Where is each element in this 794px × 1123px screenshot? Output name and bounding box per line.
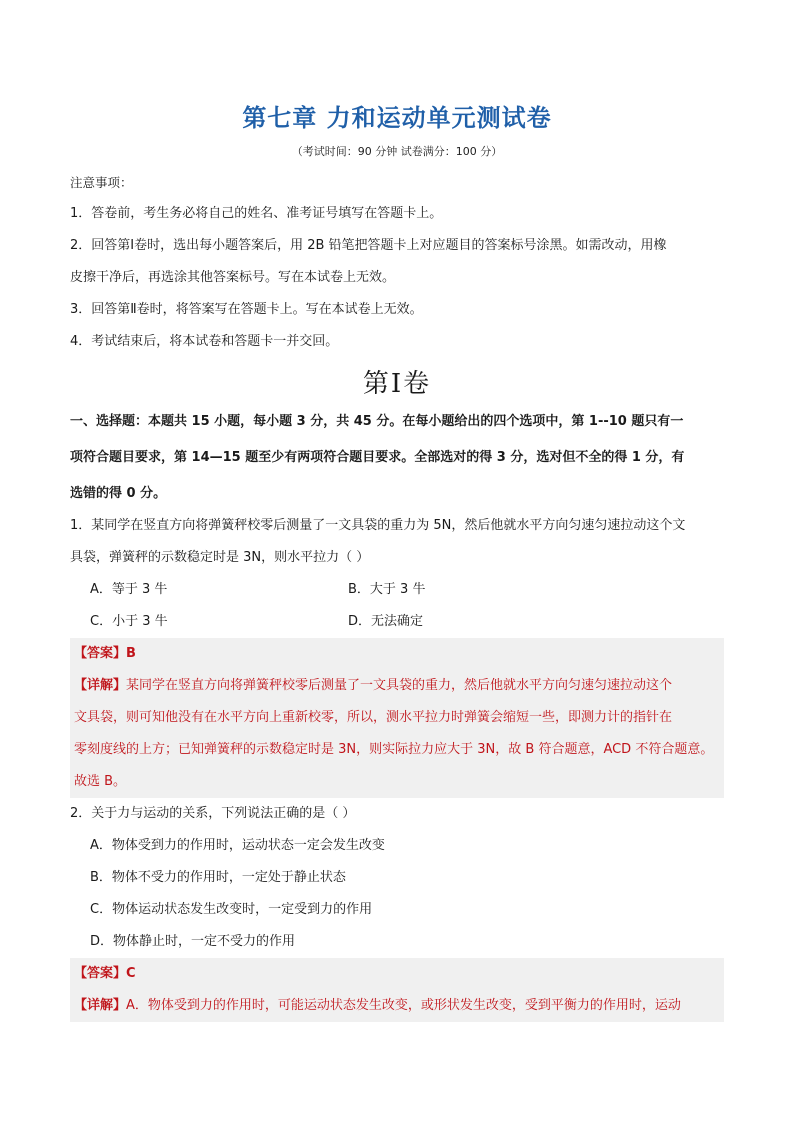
question-2-stem: 2．关于力与运动的关系，下列说法正确的是（ ） [70, 806, 356, 821]
answer-value: C [126, 966, 136, 981]
question-2-option-c: C．物体运动状态发生改变时，一定受到力的作用 [90, 902, 373, 917]
question-2-option-b: B．物体不受力的作用时，一定处于静止状态 [90, 870, 346, 885]
section-heading-line-3: 选错的得 0 分。 [70, 486, 167, 501]
question-1-detail-line-2: 文具袋，则可知他没有在水平方向上重新校零，所以，测水平拉力时弹簧会缩短一些，即测力计的指针在 [74, 710, 673, 725]
question-1-options [70, 574, 724, 638]
question-2-detail-line-1 [74, 990, 720, 1022]
answer-value: B [126, 646, 136, 661]
notice-item-3: 3．回答第Ⅱ卷时，将答案写在答题卡上。写在本试卷上无效。 [70, 302, 423, 317]
question-1-stem-line-1: 1．某同学在竖直方向将弹簧秤校零后测量了一文具袋的重力为 5N，然后他就水平方向匀速匀速拉动这个文 [70, 518, 686, 533]
question-1-option-a: A．等于 3 牛 [90, 582, 168, 597]
question-2-option-a: A．物体受到力的作用时，运动状态一定会发生改变 [90, 838, 385, 853]
detail-label: 【详解】 [74, 678, 127, 693]
volume-title: 第Ⅰ卷 [362, 369, 432, 399]
question-1-detail-line-1 [74, 670, 720, 702]
detail-label: 【详解】 [74, 998, 127, 1013]
question-2-option-d: D．物体静止时，一定不受力的作用 [90, 934, 296, 949]
notice-heading: 注意事项： [70, 175, 133, 190]
notice-item-4: 4．考试结束后，将本试卷和答题卡一并交回。 [70, 334, 339, 349]
section-heading-line-2: 项符合题目要求，第 14—15 题至少有两项符合题目要求。全部选对的得 3 分，选对但不全的得 1 分，有 [70, 450, 685, 465]
question-1-detail-line-4: 故选 B。 [74, 774, 127, 789]
question-1-detail-line-3: 零刻度线的上方；已知弹簧秤的示数稳定时是 3N，则实际拉力应大于 3N，故 B 符合题意，ACD 不符合题意。 [74, 742, 714, 757]
question-2-answer-box [70, 958, 724, 1022]
question-2-answer [74, 958, 720, 990]
detail-text: A．物体受到力的作用时，可能运动状态发生改变，或形状发生改变，受到平衡力的作用时，运动 [126, 998, 681, 1013]
section-heading-line-1: 一、选择题：本题共 15 小题，每小题 3 分，共 45 分。在每小题给出的四个选项中，第 1--10 题只有一 [70, 414, 684, 429]
question-1-answer-box [70, 638, 724, 798]
answer-label: 【答案】 [74, 966, 127, 981]
question-1-option-d: D．无法确定 [348, 614, 424, 629]
notice-item-1: 1．答卷前，考生务必将自己的姓名、准考证号填写在答题卡上。 [70, 206, 443, 221]
exam-subtitle: （考试时间：90 分钟 试卷满分：100 分） [291, 145, 503, 158]
question-1-answer [74, 638, 720, 670]
exam-title: 第七章 力和运动单元测试卷 [242, 104, 552, 132]
answer-label: 【答案】 [74, 646, 127, 661]
question-1-stem-line-2: 具袋，弹簧秤的示数稳定时是 3N，则水平拉力（ ） [70, 550, 370, 565]
question-1-option-c: C．小于 3 牛 [90, 614, 168, 629]
detail-text: 某同学在竖直方向将弹簧秤校零后测量了一文具袋的重力，然后他就水平方向匀速匀速拉动这个 [126, 678, 673, 693]
question-1-option-b: B．大于 3 牛 [348, 582, 426, 597]
notice-item-2-continued: 皮擦干净后，再选涂其他答案标号。写在本试卷上无效。 [70, 270, 396, 285]
notice-item-2: 2．回答第Ⅰ卷时，选出每小题答案后，用 2B 铅笔把答题卡上对应题目的答案标号涂黑。如需改动，用橡 [70, 238, 667, 253]
